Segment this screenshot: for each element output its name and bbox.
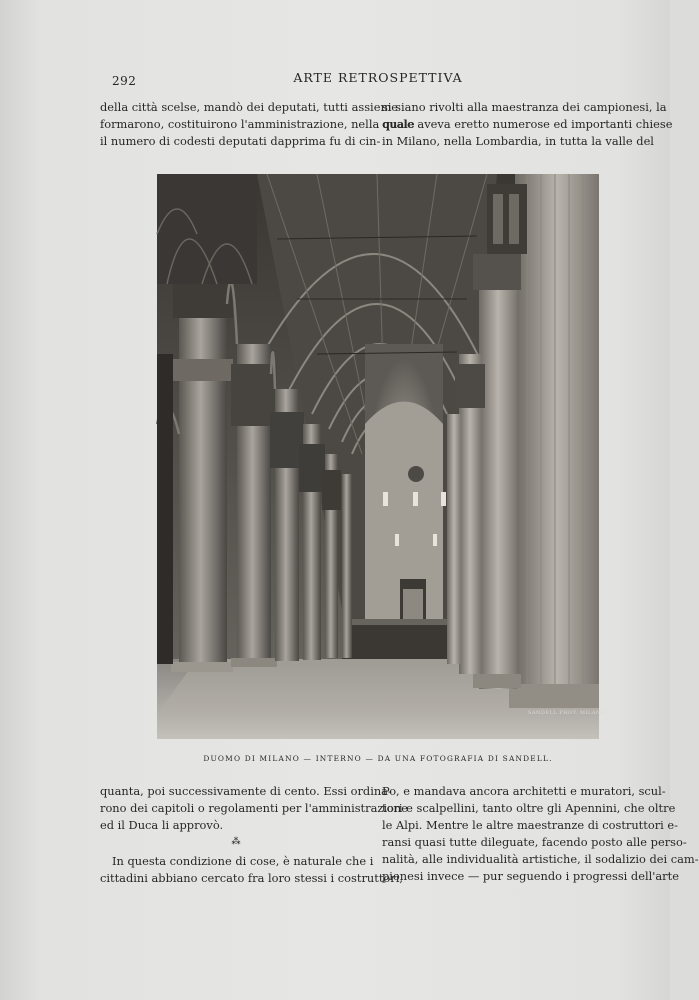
cathedral-interior-photograph	[157, 174, 599, 739]
photographer-mark: SANDELL PHOT. MILANO	[528, 710, 606, 716]
text-line: Po, e mandava ancora architetti e muratori, scul-	[382, 784, 666, 798]
text-line: quale aveva eretto numerose ed importanti chiese	[382, 117, 673, 131]
text-line: in Milano, nella Lombardia, in tutta la valle del	[382, 134, 654, 148]
page-number: 292	[112, 74, 137, 88]
text-line: pionesi invece — pur seguendo i progressi dell'arte	[382, 869, 679, 883]
text-line: rono dei capitoli o regolamenti per l'amministrazione	[100, 801, 408, 815]
text-line: della città scelse, mandò dei deputati, tutti assieme	[100, 100, 398, 114]
text-line: si siano rivolti alla maestranza dei campionesi, la	[382, 100, 667, 114]
bottom-right-column	[382, 783, 699, 885]
text-line: il numero di codesti deputati dapprima fu di cin-	[100, 134, 381, 148]
text-line: cittadini abbiano cercato fra loro stessi i costruttori,	[100, 871, 403, 885]
text-line: formarono, costituirono l'amministrazione, nella quale	[100, 117, 415, 131]
text-line: In questa condizione di cose, è naturale che i	[112, 854, 374, 868]
bottom-left-column	[100, 783, 408, 887]
text-line: ed il Duca li approvò.	[100, 818, 224, 832]
text-line: quanta, poi successivamente di cento. Essi ordina-	[100, 784, 392, 798]
figure-caption: DUOMO DI MILANO — INTERNO — DA UNA FOTOGRAFIA DI SANDELL.	[203, 754, 553, 763]
text-line: tori e scalpellini, tanto oltre gli Apennini, che oltre	[382, 801, 676, 815]
running-title: ARTE RETROSPETTIVA	[293, 70, 463, 85]
top-right-column	[382, 99, 673, 150]
text-line: ransi quasi tutte dileguate, facendo posto alle perso-	[382, 835, 687, 849]
text-line: le Alpi. Mentre le altre maestranze di costruttori e-	[382, 818, 678, 832]
asterism: ⁂	[231, 837, 241, 847]
text-line: nalità, alle individualità artistiche, il sodalizio dei cam-	[382, 852, 699, 866]
top-left-column	[100, 99, 415, 150]
